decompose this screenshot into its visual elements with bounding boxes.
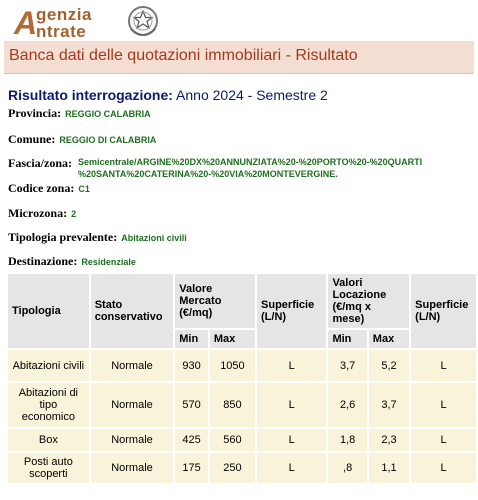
agenzia-entrate-logo[interactable]	[6, 3, 161, 41]
cell-max: 850	[210, 383, 255, 427]
comune-label: Comune:	[8, 132, 56, 146]
fascia-value-line1: Semicentrale/ARGINE%20DX%20ANNUNZIATA%20-%20PORTO%20-%20QUARTI	[78, 157, 423, 167]
cell-superficie: L	[257, 453, 326, 483]
cell-locazione-superficie: L	[411, 429, 476, 451]
cell-locazione-max: 1,1	[369, 453, 409, 483]
cell-tipologia: Abitazioni civili	[8, 350, 89, 381]
cell-locazione-max: 3,7	[369, 383, 409, 427]
cell-locazione-superficie: L	[411, 383, 476, 427]
cell-max: 560	[210, 429, 255, 451]
cell-locazione-superficie: L	[411, 453, 476, 483]
cell-superficie: L	[257, 383, 326, 427]
comune-value: REGGIO DI CALABRIA	[59, 135, 157, 145]
result-period: Anno 2024 - Semestre 2	[176, 87, 328, 103]
cell-stato: Normale	[91, 453, 174, 483]
cell-locazione-min: ,8	[328, 453, 366, 483]
cell-tipologia: Posti auto scoperti	[8, 453, 89, 483]
provincia-value: REGGIO CALABRIA	[65, 109, 151, 119]
cell-min: 175	[175, 453, 208, 483]
tipologia-prevalente-label: Tipologia prevalente:	[8, 230, 118, 244]
cell-max: 250	[210, 453, 255, 483]
fascia-value-line2: %20SANTA%20CATERINA%20-%20VIA%20MONTEVERGINE.	[78, 169, 338, 179]
table-row	[8, 429, 476, 451]
fascia-value	[78, 156, 422, 180]
cell-locazione-max: 5,2	[369, 350, 409, 381]
microzona-label: Microzona:	[8, 206, 68, 220]
title-banner	[4, 41, 474, 74]
header-min: Min	[175, 330, 208, 348]
header-tipologia: Tipologia	[8, 274, 89, 348]
codice-zona-value: C1	[78, 184, 90, 194]
page-title: Banca dati delle quotazioni immobiliari - Risultato	[9, 47, 358, 64]
cell-superficie: L	[257, 350, 326, 381]
cell-max: 1050	[210, 350, 255, 381]
field-tipologia-prevalente	[8, 228, 187, 246]
field-codice-zona	[8, 179, 90, 197]
cell-stato: Normale	[91, 350, 174, 381]
field-microzona	[8, 204, 76, 222]
field-destinazione	[8, 252, 136, 270]
cell-locazione-superficie: L	[411, 350, 476, 381]
table-row	[8, 383, 476, 427]
cell-stato: Normale	[91, 429, 174, 451]
header-stato: Stato conservativo	[91, 274, 174, 348]
header-max: Max	[210, 330, 255, 348]
table-row	[8, 453, 476, 483]
cell-locazione-min: 1,8	[328, 429, 366, 451]
quotazioni-table	[6, 272, 478, 485]
result-heading	[8, 87, 328, 103]
cell-locazione-min: 3,7	[328, 350, 366, 381]
header-max-locazione: Max	[369, 330, 409, 348]
table-row	[8, 350, 476, 381]
field-provincia	[8, 104, 151, 122]
destinazione-value: Residenziale	[81, 257, 136, 267]
destinazione-label: Destinazione:	[8, 254, 78, 268]
header-superficie: Superficie (L/N)	[257, 274, 326, 348]
emblem-icon	[126, 3, 160, 41]
cell-locazione-min: 2,6	[328, 383, 366, 427]
provincia-label: Provincia:	[8, 106, 62, 120]
logo-letter-a: A	[14, 5, 38, 41]
field-fascia	[8, 154, 72, 172]
tipologia-prevalente-value: Abitazioni civili	[121, 233, 187, 243]
fascia-label: Fascia/zona:	[8, 156, 72, 170]
cell-tipologia: Box	[8, 429, 89, 451]
cell-locazione-max: 2,3	[369, 429, 409, 451]
header-superficie-locazione: Superficie (L/N)	[411, 274, 476, 348]
cell-min: 425	[175, 429, 208, 451]
header-valore-mercato: Valore Mercato (€/mq)	[175, 274, 255, 328]
cell-superficie: L	[257, 429, 326, 451]
cell-min: 930	[175, 350, 208, 381]
logo-genzia: genzia	[36, 5, 92, 24]
cell-min: 570	[175, 383, 208, 427]
header-min-locazione: Min	[328, 330, 366, 348]
logo-ntrate: ntrate	[36, 22, 87, 41]
cell-tipologia: Abitazioni di tipo economico	[8, 383, 89, 427]
field-comune	[8, 130, 156, 148]
microzona-value: 2	[71, 209, 77, 219]
header-valori-locazione: Valori Locazione (€/mq x mese)	[328, 274, 409, 328]
codice-zona-label: Codice zona:	[8, 181, 75, 195]
result-label: Risultato interrogazione:	[8, 87, 173, 103]
cell-stato: Normale	[91, 383, 174, 427]
